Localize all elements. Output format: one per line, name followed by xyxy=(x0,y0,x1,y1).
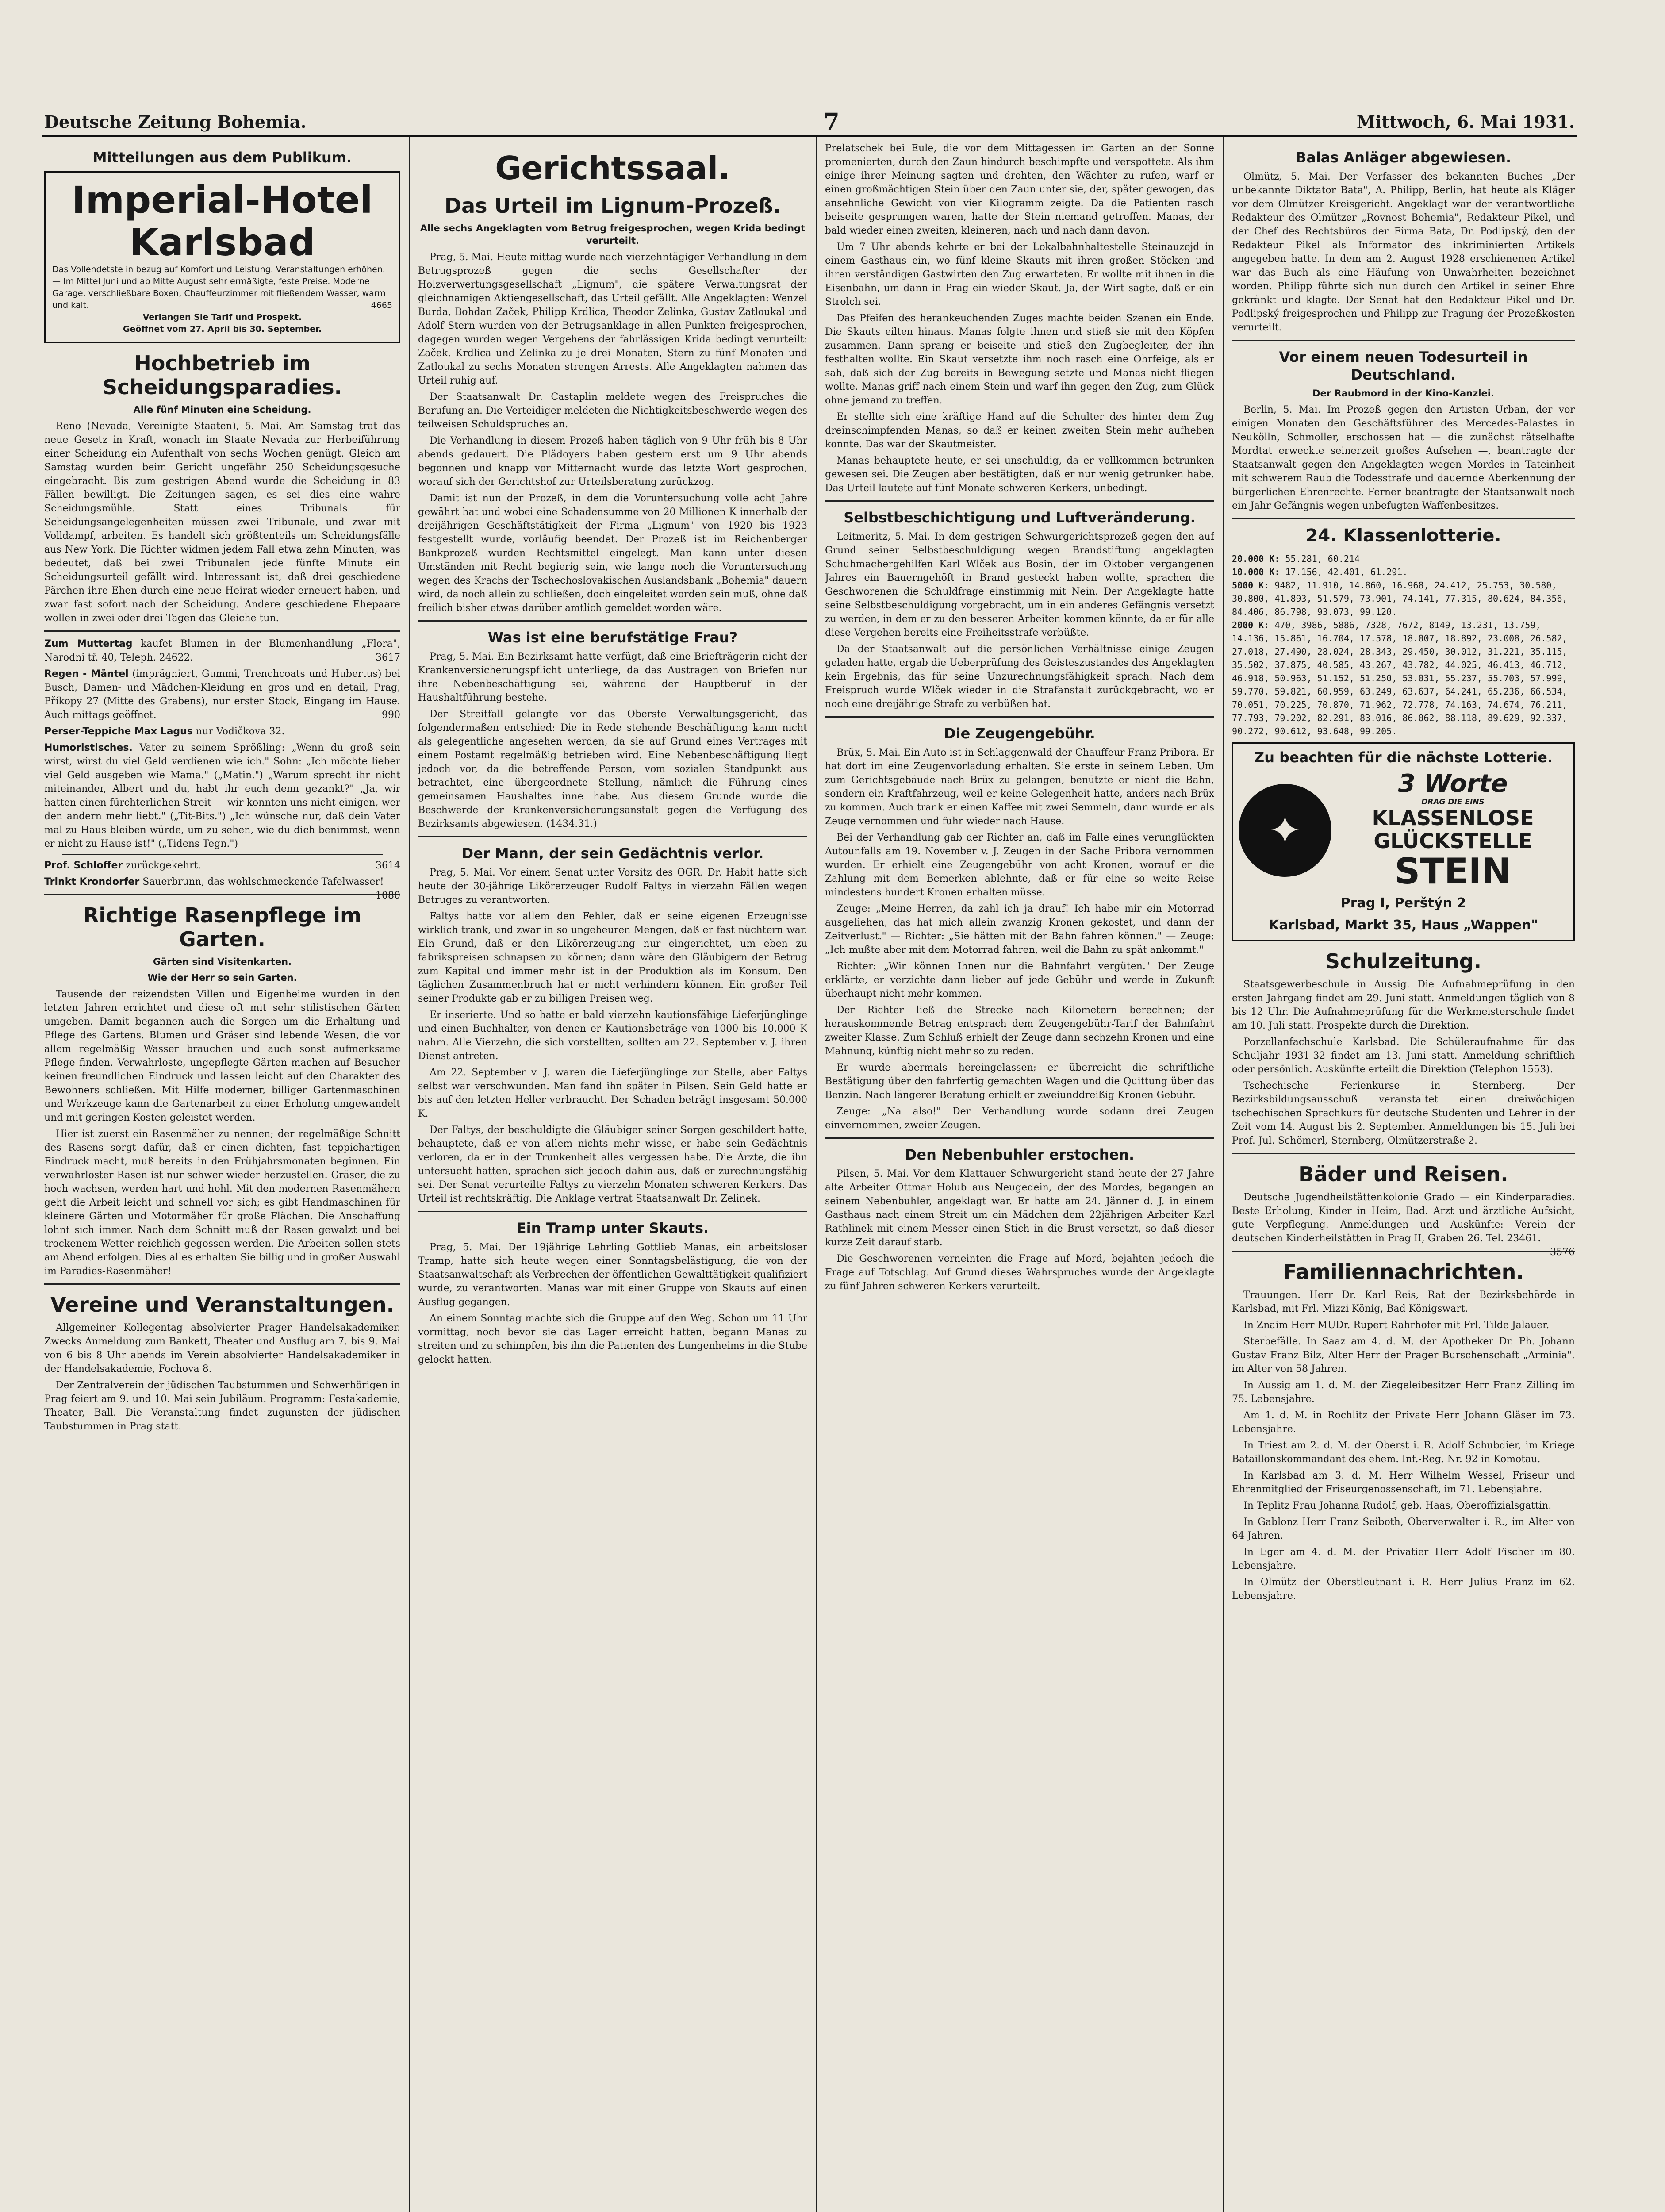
ad-brand: 3 Worte DRAG DIE EINS KLASSENLOSE GLÜCKSTELLE STEIN xyxy=(1372,769,1534,892)
hotel-advertisement xyxy=(44,171,400,343)
article-paragraph: Am 22. September v. J. waren die Lieferjünglinge zur Stelle, aber Faltys selbst war verschwunden. Man fand ihn später in Pilsen. Sein Geld hatte er bis auf den letzten Heller verbraucht. Der Schaden beträgt insgesamt 50.000 K. xyxy=(418,1067,807,1119)
column-3 xyxy=(825,142,1214,2212)
article-paragraph: Prag, 5. Mai. Der 19jährige Lehrling Gottlieb Manas, ein arbeitsloser Tramp, hatte sich heute wegen einer Sonntagsbelästigung, die von der Staatsanwaltschaft als Verbrechen der öffentlichen Gewalttätigkeit qualifiziert wurde, zu verantworten. Manas war mit einer Gruppe von Skauts auf einen Ausflug gegangen. xyxy=(418,1242,807,1308)
article-title: Schulzeitung. xyxy=(1325,949,1482,973)
header-rule xyxy=(42,135,1577,137)
divider xyxy=(44,630,400,632)
article-paragraph: Um 7 Uhr abends kehrte er bei der Lokalbahnhaltestelle Steinauzejd in einem Gasthaus ein, wo fünf kleine Skauts mit ihren großen Stöcken und ihren verständigen Gastwirten den Zug erwarteten. Er wollte mit ihnen in die Eisenbahn, um dann in Prag ein wieder Skaut. Ja, der Wirt sagte, daß er ein Strolch sei. xyxy=(825,242,1214,307)
stein-advertisement xyxy=(1232,742,1575,941)
article-paragraph: Leitmeritz, 5. Mai. In dem gestrigen Schwurgerichtsprozeß gegen den auf Grund seiner Selbstbeschuldigung wegen Brandstiftung angeklagten Schuhmachergehilfen Karl Wlček aus Bosin, der im Oktober vergangenen Jahres ein Bauerngehöft in Brand gesteckt haben wollte, sprachen die Geschworenen die Schuldfrage einstimmig mit Nein. Der Angeklagte hatte seine Selbstbeschuldigung vorgebracht, um in ein anderes Gefängnis versetzt zu werden, in dem er zu den besseren Arbeiten kommen könnte, da er für alle diese Vergehen bereits eine Freiheitsstrafe verbüßte. xyxy=(825,531,1214,638)
divider xyxy=(44,894,400,895)
article-paragraph: In Znaim Herr MUDr. Rupert Rahrhofer mit Frl. Tilde Jalauer. xyxy=(1243,1320,1550,1331)
article-paragraph: Da der Staatsanwalt auf die persönlichen Verhältnisse einige Zeugen geladen hatte, ergab die Ueberprüfung des Geisteszustandes des Angeklagten kein Ergebnis, das für seine Unzurechnungsfähigkeit sprach. Nach dem Freispruch wurde Wlček wieder in die Strafanstalt zurückgebracht, wo er noch eine dreijährige Strafe zu verbüßen hat. xyxy=(825,644,1214,710)
notice: Zum Muttertag kaufet Blumen in der Blumenhandlung „Flora", Narodni tř. 40, Teleph. 24622. 3617 xyxy=(44,638,400,663)
divider xyxy=(418,836,807,837)
article-paragraph: Pilsen, 5. Mai. Vor dem Klattauer Schwurgericht stand heute der 27 Jahre alte Arbeiter Ottmar Holub aus Neugedein, der des Mordes, begangen an seinem Nebenbuhler, angeklagt war. Er hatte am 24. Jänner d. J. in einem Gasthaus nach einem Streit um ein Mädchen dem 22jährigen Arbeiter Karl Rathlinek mit einem Messer einen Stich in die Brust versetzt, so daß dieser kurze Zeit darauf starb. xyxy=(825,1168,1214,1248)
article-paragraph: Richter: „Wir können Ihnen nur die Bahnfahrt vergüten." Der Zeuge erklärte, er verzichte dann lieber auf jede Gebühr und werde in Zukunft überhaupt nicht mehr kommen. xyxy=(825,961,1214,999)
article-paragraph: Prag, 5. Mai. Heute mittag wurde nach vierzehntägiger Verhandlung in dem Betrugsprozeß gegen die sechs Gesellschafter der Holzverwertungsgesellschaft „Lignum", die spätere Verwaltungsrat der gleichnamigen Aktiengesellschaft, das Urteil gefällt. Alle Angeklagten: Wenzel Burda, Bohdan Začek, Philipp Krdlica, Theodor Zelinka, Gustav Zatloukal und Adolf Stern wurden von der Betrugsanklage in allen Punkten freigesprochen, dagegen wurden wegen Vergehens der fahrlässigen Krida bedingt verurteilt: Začek, Krdlica und Zelinka zu je drei Monaten, Stern zu fünf Monaten und Zatloukal zu sechs Monaten strengen Arrests. Alle Angeklagten nahmen das Urteil ruhig auf. xyxy=(418,252,807,386)
article-paragraph: Damit ist nun der Prozeß, in dem die Voruntersuchung volle acht Jahre gewährt hat und wobei eine Schadensumme von 20 Millionen K innerhalb der dreijährigen Geschäftstätigkeit der Firma „Lignum" von 1920 bis 1923 festgestellt wurde, vorläufig beendet. Der Prozeß ist im Reichenberger Bankprozeß wurden Rechtsmittel eingelegt. Man kann unter diesen Umständen mit Recht begierig sein, wie lange noch die Voruntersuchung wegen des Krachs der Tschechoslovakischen Auslandsbank „Bohemia" dauern wird, da noch allein zu schließen, doch eingeleitet worden sein muß, ohne daß freilich bisher etwas darüber amtlich gemeldet worden wäre. xyxy=(418,493,807,614)
paper-name: Deutsche Zeitung Bohemia. xyxy=(44,111,307,132)
lottery-row: 20.000 K: 55.281, 60.214 xyxy=(1232,553,1360,564)
divider xyxy=(418,620,807,622)
article-paragraph: Olmütz, 5. Mai. Der Verfasser des bekannten Buches „Der unbekannte Diktator Bata", A. Philipp, Berlin, hat heute als Kläger vor dem Olmützer Kreisgericht. Angeklagt war der verantwortliche Redakteur des Olmützer „Rovnost Bohemia", Redakteur Pikel, und der Chef des Rechtsbüros der Firma Bata, Dr. Podlipský, den der Redakteur Pikel als Informator des inkriminierten Artikels angegeben hatte. In dem am 2. August 1928 erschienenen Artikel war das Buch als eine Häufung von Unwahrheiten bezeichnet worden. Philipp führte sich nun durch den Artikel in seiner Ehre gekränkt und klagte. Der Senat hat den Redakteur Pikel und Dr. Podlipský freigesprochen und Philipp zur Tragung der Prozeßkosten verurteilt. xyxy=(1232,171,1575,333)
article-paragraph: Manas behauptete heute, er sei unschuldig, da er vollkommen betrunken gewesen sei. Die Zeugen aber bestätigten, daß er nur wenig getrunken habe. Das Urteil lautete auf fünf Monate schweren Kerkers, unbedingt. xyxy=(825,455,1214,494)
article-paragraph: Die Geschworenen verneinten die Frage auf Mord, bejahten jedoch die Frage auf Totschlag. Auf Grund dieses Wahrspruches wurde der Angeklagte zu fünf Jahren schweren Kerkers verurteilt. xyxy=(825,1253,1214,1292)
ad-open-dates: Geöffnet vom 27. April bis 30. September. xyxy=(123,324,322,334)
article-title: Familiennachrichten. xyxy=(1283,1260,1524,1284)
divider xyxy=(1232,1251,1575,1252)
article-motto: Wie der Herr so sein Garten. xyxy=(147,972,297,983)
article-title: Die Zeugengebühr. xyxy=(944,725,1095,742)
article-paragraph: In Karlsbad am 3. d. M. Herr Wilhelm Wessel, Friseur und Ehrenmitglied der Friseurgenossenschaft, im 71. Lebensjahre. xyxy=(1232,1470,1575,1495)
divider xyxy=(418,1211,807,1212)
article-paragraph: In Triest am 2. d. M. der Oberst i. R. Adolf Schubdier, im Kriege Bataillonskommandant des ehem. Inf.-Reg. Nr. 92 in Komotau. xyxy=(1232,1440,1575,1465)
lottery-title: 24. Klassenlotterie. xyxy=(1305,526,1501,546)
article-paragraph: Reno (Nevada, Vereinigte Staaten), 5. Mai. Am Samstag trat das neue Gesetz in Kraft, wonach im Staate Nevada zur Herbeiführung einer Scheidung ein Aufenthalt von sechs Wochen genügt. Gleich am Samstag wurden beim Gericht ungefähr 250 Scheidungsgesuche eingebracht. Bis zum gestrigen Abend wurde die Scheidung in 83 Fällen bewilligt. Die Zeitungen sagen, es sei dies eine wahre Scheidungsmühle. Statt eines Tribunals für Scheidungsangelegenheiten müssen zwei Tribunale, und zwar mit Volldampf, arbeiten. Es handelt sich größtenteils um Scheidungsfälle aus New York. Die Richter widmen jedem Fall etwa zehn Minuten, was bedeutet, daß bei zwei Tribunalen jede fünfte Minute ein Scheidungsurteil gefällt wird. Interessant ist, daß drei geschiedene Pärchen ihre Ehen durch eine neue Heirat wieder erneuert haben, und zwar fast sofort nach der Scheidung. Andere geschiedene Ehepaare wollen in zwei oder drei Tagen das Gleiche tun. xyxy=(44,421,400,624)
article-paragraph: Zeuge: „Meine Herren, da zahl ich ja drauf! Ich habe mir ein Motorrad ausgeliehen, das hat mich allein zwanzig Kronen gekostet, und dann der Zeitverlust." — Richter: „Sie hätten mit der Bahn fahren können." — Zeuge: „Ich mußte aber mit dem Motorrad fahren, weil die Bahn zu spät ankommt." xyxy=(825,903,1214,956)
column-rule xyxy=(1223,137,1224,2212)
ad-headline: Zu beachten für die nächste Lotterie. xyxy=(1254,749,1553,766)
notice: Trinkt Krondorfer Sauerbrunn, das wohlschmeckende Tafelwasser! 1080 xyxy=(44,876,400,901)
lottery-row: 5000 K: 9482, 11.910, 14.860, 16.968, 24.412, 25.753, 30.580, 30.800, 41.893, 51.579, 73.901, 74.141, 77.315, 80.624, 84.356, 84.406, 86.798, 93.073, 99.120. xyxy=(1232,580,1573,617)
article-paragraph: In Teplitz Frau Johanna Rudolf, geb. Haas, Oberoffizialsgattin. xyxy=(1243,1500,1552,1511)
article-title: Vor einem neuen Todesurteil in Deutschland. xyxy=(1279,349,1528,383)
notice: Prof. Schloffer zurückgekehrt. 3614 xyxy=(44,860,400,871)
article-paragraph: In Gablonz Herr Franz Seiboth, Oberverwalter i. R., im Alter von 64 Jahren. xyxy=(1232,1517,1575,1541)
ad-address: Karlsbad, Markt 35, Haus „Wappen" xyxy=(1269,918,1538,933)
ad-line: Verlangen Sie Tarif und Prospekt. xyxy=(142,312,302,322)
article-paragraph: Am 1. d. M. in Rochlitz der Private Herr Johann Gläser im 73. Lebensjahre. xyxy=(1232,1410,1575,1435)
divider xyxy=(44,1283,400,1285)
article-paragraph: In Aussig am 1. d. M. der Ziegeleibesitzer Herr Franz Zilling im 75. Lebensjahre. xyxy=(1232,1380,1575,1405)
article-paragraph: In Eger am 4. d. M. der Privatier Herr Adolf Fischer im 80. Lebensjahre. xyxy=(1232,1547,1575,1571)
article-paragraph: Tschechische Ferienkurse in Sternberg. Der Bezirksbildungsausschuß veranstaltet einen dreiwöchigen tschechischen Sprachkurs für deutsche Studenten und Lehrer in der Zeit vom 14. August bis 2. September. Anmeldungen bis 15. Juli bei Prof. Jul. Schömerl, Sternberg, Olmützerstraße 2. xyxy=(1232,1080,1575,1146)
ad-body xyxy=(1239,770,1568,891)
divider xyxy=(62,854,383,855)
article-title: Selbstbeschichtigung und Luftveränderung. xyxy=(844,509,1196,526)
divider xyxy=(825,716,1214,718)
article-paragraph: Die Verhandlung in diesem Prozeß haben täglich von 9 Uhr früh bis 8 Uhr abends gedauert. Die Plädoyers haben gestern erst um 9 Uhr abends begonnen und knapp vor Mitternacht wurde das letzte Wort gesprochen, worauf sich der Gerichtshof zur Urteilsberatung zurückzog. xyxy=(418,435,807,488)
figure-emblem-icon: ✦ xyxy=(1239,784,1331,877)
notice: Perser-Teppiche Max Lagus nur Vodičkova 32. xyxy=(44,726,285,737)
section-title: Gerichtssaal. xyxy=(495,150,730,187)
lottery-row: 2000 K: 470, 3986, 5886, 7328, 7672, 8149, 13.231, 13.759, 14.136, 15.861, 16.704, 17.578, 18.007, 18.892, 23.008, 26.582, 27.018, 27.490, 28.024, 28.343, 29.450, 30.012, 31.221, 35.115, 35.502, 37.875, 40.585, 43.267, 43.782, 44.025, 46.413, 46.712, 46.918, 50.963, 51.152, 51.250, 53.031, 55.237, 55.703, 57.999, 59.770, 59.821, 60.959, 63.249, 63.637, 64.241, 65.236, 66.534, 70.051, 70.225, 70.870, 71.962, 72.778, 74.163, 74.674, 76.211, 77.793, 79.202, 82.291, 83.016, 86.062, 88.118, 89.629, 92.337, 90.272, 90.612, 93.648, 99.205. xyxy=(1232,620,1573,737)
ad-address: Prag I, Perštýn 2 xyxy=(1340,895,1466,911)
article-paragraph: Das Pfeifen des herankeuchenden Zuges machte beiden Szenen ein Ende. Die Skauts eilten hinaus. Manas folgte ihnen und stieß sie mit den Köpfen zusammen. Dann sprang er beiseite und stieß den Zugbegleiter, der ihn festhalten wollte. Ein Skaut versetzte ihm noch rasch eine Ohrfeige, als er sah, daß sich der Zug bereits in Bewegung setzte und Manas nicht fliegen wollte. Manas griff nach einem Stein und warf ihn gegen den Zug, zum Glück ohne jemand zu treffen. xyxy=(825,313,1214,406)
article-title: Hochbetrieb im Scheidungsparadies. xyxy=(102,351,342,399)
article-paragraph: Der Staatsanwalt Dr. Castaplin meldete wegen des Freispruches die Berufung an. Die Verteidiger meldeten die Nichtigkeitsbeschwerde wegen des teilweisen Schuldspruches an. xyxy=(418,392,807,430)
section-title: Mitteilungen aus dem Publikum. xyxy=(92,149,352,166)
article-paragraph: Prelatschek bei Eule, die vor dem Mittagessen im Garten an der Sonne promenierten, durch den Zaun hindurch beschimpfte und verspottete. Als ihm einige ihrer Meinung sagten und drohten, den Wächter zu rufen, warf er einen großmächtigen Stein über den Zaun unter sie, der, später gewogen, das ansehnliche Gewicht von vier Kilogramm zeigte. Da die Patienten rasch beiseite gesprungen waren, hatte der Stein niemand getroffen. Manas, der bald wieder einen zweiten, kleineren, nach und nach dann davon. xyxy=(825,143,1214,236)
article-paragraph: Deutsche Jugendheilstättenkolonie Grado — ein Kinderparadies. Beste Erholung, Kinder in Heim, Bad. Arzt und ärztliche Aufsicht, gute Verpflegung. Anmeldungen und Auskünfte: Verein der deutschen Kinderheilstätten in Prag II, Graben 26. Tel. 23461. 3576 xyxy=(1232,1192,1575,1258)
ad-hotel-place: Karlsbad xyxy=(130,221,315,264)
lottery-row: 10.000 K: 17.156, 42.401, 61.291. xyxy=(1232,567,1408,577)
article-paragraph: Der Zentralverein der jüdischen Taubstummen und Schwerhörigen in Prag feiert am 9. und 10. Mai sein Jubiläum. Programm: Festakademie, Theater, Ball. Die Veranstaltung findet zugunsten der jüdischen Taubstummen in Prag statt. xyxy=(44,1380,400,1432)
article-paragraph: Tausende der reizendsten Villen und Eigenheime wurden in den letzten Jahren errichtet und diese oft mit sehr stilistischen Gärten umgeben. Damit begannen auch die Sorgen um die Erhaltung und Pflege des Gartens. Blumen und Gräser sind lebende Wesen, die vor allem regelmäßig Wasser brauchen und auch sonst aufmerksame Pflege finden. Verwahrloste, ungepflegte Gärten machen auf Besucher keinen freundlichen Eindruck und lassen leicht auf den Charakter des Bewohners schließen. Mit Hilfe moderner, billiger Gartenmaschinen und Werkzeuge kann die Gartenarbeit zu einer Erholung umgewandelt und mit geringen Kosten geleistet werden. xyxy=(44,989,400,1123)
column-rule xyxy=(816,137,817,2212)
article-title: Vereine und Veranstaltungen. xyxy=(50,1293,395,1317)
article-paragraph: Sterbefälle. In Saaz am 4. d. M. der Apotheker Dr. Ph. Johann Gustav Franz Bilz, Alter Herr der Prager Burschenschaft „Arminia", im Alter von 58 Jahren. xyxy=(1232,1336,1575,1375)
article-title: Ein Tramp unter Skauts. xyxy=(516,1220,709,1237)
article-title: Den Nebenbuhler erstochen. xyxy=(905,1146,1135,1163)
article-paragraph: Er wurde abermals hereingelassen; er überreicht die schriftliche Bestätigung über den fahrfertig gemachten Wagen und die Quittung über das Benzin. Nach längerer Beratung erhielt er zweiunddreißig Kronen Gebühr. xyxy=(825,1062,1214,1101)
article-paragraph: Porzellanfachschule Karlsbad. Die Schüleraufnahme für das Schuljahr 1931-32 findet am 13. Juni statt. Anmeldung schriftlich oder persönlich. Auskünfte erteilt die Direktion (Telephon 1553). xyxy=(1232,1037,1575,1075)
article-paragraph: Der Streitfall gelangte vor das Oberste Verwaltungsgericht, das folgendermaßen entschied: Die in Rede stehende Beschäftigung kann nicht als gelegentliche angesehen werden, da sie auf Grund eines Vertrages mit einem Postamt regelmäßig betrieben wird. Eine Nebenbeschäftigung liegt jedoch vor, da die betreffende Person, vom sozialen Standpunkt aus betrachtet, eine übergeordnete Stellung, nämlich die Führung eines gemeinsamen Haushaltes inne habe. Aus diesem Grunde wurde die Beschwerde der Krankenversicherungsanstalt gegen die Verfügung des Bezirksamts abgewiesen. (1434.31.) xyxy=(418,709,807,830)
article-paragraph: Prag, 5. Mai. Ein Bezirksamt hatte verfügt, daß eine Briefträgerin nicht der Krankenversicherungspflicht unterliege, da das Austragen von Briefen nur ihre Nebenbeschäftigung sei, während der Hauptberuf in der Haushaltführung bestehe. xyxy=(418,651,807,703)
column-4 xyxy=(1232,142,1575,2212)
notice: Regen - Mäntel (imprägniert, Gummi, Trenchcoats und Hubertus) bei Busch, Damen- und Mädchen-Kleidung en gros und en detail, Prag, Příkopy 27 (Mitte des Grabens), nur erster Stock, Eingang im Hause. Auch mittags geöffnet. 990 xyxy=(44,668,400,721)
divider xyxy=(1232,518,1575,519)
article-title: Was ist eine berufstätige Frau? xyxy=(487,629,738,646)
article-title: Bäder und Reisen. xyxy=(1298,1162,1508,1186)
article-paragraph: An einem Sonntag machte sich die Gruppe auf den Weg. Schon um 11 Uhr vormittag, noch bevor sie das Lager erreicht hatten, begann Manas zu streiten und zu schimpfen, bis ihn die Patienten des Lungenheims in die Stube gelockt hatten. xyxy=(418,1313,807,1365)
divider xyxy=(825,1137,1214,1139)
ad-hotel-name: Imperial-Hotel xyxy=(72,178,373,222)
notice: Humoristisches. Vater zu seinem Sprößling: „Wenn du groß sein wirst, wirst du viel Geld verdienen wie ich." Sohn: „Ich möchte lieber viel Geld ausgeben wie Mama." („Matin.") „Warum sprecht ihr nicht miteinander, Albert und du, habt ihr euch denn gezankt?" „Ja, wir hatten einen fürchterlichen Streit — wir konnten uns nicht einigen, wer den andern mehr liebt." („Tit-Bits.") „Ich wünsche nur, daß dein Vater mal zu Haus bleiben würde, um zu sehen, wie du dich benimmst, wenn er nicht zu Hause ist!" („Tidens Tegn.") xyxy=(44,742,400,849)
article-subtitle: Alle fünf Minuten eine Scheidung. xyxy=(133,404,311,415)
article-paragraph: Er stellte sich eine kräftige Hand auf die Schulter des hinter dem Zug dreinschimpfenden Manas, so daß er keinen zweiten Stein mehr aufheben konnte. Das war der Skautmeister. xyxy=(825,411,1214,450)
article-paragraph: Hier ist zuerst ein Rasenmäher zu nennen; der regelmäßige Schnitt des Rasens sorgt dafür, daß er einen dichten, fast teppichartigen Eindruck macht, muß bereits in den Frühjahrsmonaten beginnen. Ein verwahrloster Rasen ist nur schwer wieder herzustellen. Gräser, die zu hoch wachsen, werden hart und hohl. Mit den modernen Rasenmähern geht die Arbeit leicht und schnell vor sich; es gibt Handmaschinen für kleinere Gärten und Motormäher für große Flächen. Die Anschaffung lohnt sich immer. Nach dem Schnitt muß der Rasen gewalzt und bei trockenem Wetter reichlich gegossen werden. Die Arbeiten sollen stets am Abend erfolgen. Dies alles erhalten Sie billig und in großer Auswahl im Paradies-Rasenmäher! xyxy=(44,1129,400,1277)
article-paragraph: In Olmütz der Oberstleutnant i. R. Herr Julius Franz im 62. Lebensjahre. xyxy=(1232,1577,1575,1601)
ad-text: Das Vollendetste in bezug auf Komfort und Leistung. Veranstaltungen erhöhen. — Im Mittel Juni und ab Mitte August sehr ermäßigte, feste Preise. Moderne Garage, verschließbare Boxen, Chauffeurzimmer mit fließendem Wasser, warm und kalt. 4665 xyxy=(52,265,392,310)
column-2 xyxy=(418,142,807,2212)
page-number: 7 xyxy=(823,108,840,135)
article-paragraph: Staatsgewerbeschule in Aussig. Die Aufnahmeprüfung in den ersten Jahrgang findet am 29. Juni statt. Anmeldungen täglich von 8 bis 12 Uhr. Die Aufnahmeprüfung für die Werkmeisterschule findet am 10. Juli statt. Prospekte durch die Direktion. xyxy=(1232,979,1575,1031)
article-paragraph: Trauungen. Herr Dr. Karl Reis, Rat der Bezirksbehörde in Karlsbad, mit Frl. Mizzi König, Bad Königswart. xyxy=(1232,1290,1575,1314)
article-title: Balas Anläger abgewiesen. xyxy=(1295,149,1512,166)
article-paragraph: Brüx, 5. Mai. Ein Auto ist in Schlaggenwald der Chauffeur Franz Pribora. Er hat dort im eine Zeugenvorladung erhalten. Sie erste in seinem Leben. Um zum Gerichtsgebäude nach Brüx zu gelangen, benützte er nicht die Bahn, sondern ein Kraftfahrzeug, weil er keine Gelegenheit hatte, anders nach Brüx zu kommen. Auch trank er einen Kaffee mit zwei Semmeln, dann wurde er als Zeuge vernommen und fuhr wieder nach Hause. xyxy=(825,747,1214,827)
article-paragraph: Der Richter ließ die Strecke nach Kilometern berechnen; der herauskommende Betrag entsprach dem Zeugengebühr-Tarif der Bahnfahrt zweiter Klasse. Zum Schluß erhielt der Zeuge dann sechzehn Kronen und eine Mahnung, künftig nicht mehr so zu reden. xyxy=(825,1005,1214,1057)
article-paragraph: Der Faltys, der beschuldigte die Gläubiger seiner Sorgen geschildert hatte, behauptete, daß er von allem nichts mehr wisse, er habe sein Gedächtnis verloren, da er in der Trunkenheit alles vergessen habe. Die Ärzte, die ihn untersucht hatten, sprachen sich jedoch dahin aus, daß er zurechnungsfähig sei. Der Senat verurteilte Faltys zu vierzehn Monaten schweren Kerkers. Das Urteil ist rechtskräftig. Die Anklage vertrat Staatsanwalt Dr. Zelinek. xyxy=(418,1125,807,1204)
article-subtitle: Alle sechs Angeklagten vom Betrug freigesprochen, wegen Krida bedingt verurteilt. xyxy=(420,223,806,246)
article-paragraph: Berlin, 5. Mai. Im Prozeß gegen den Artisten Urban, der vor einigen Monaten den Geschäftsführer des Mercedes-Palastes in Neukölln, Schmoller, erschossen hat — die zunächst rätselhafte Mordtat erweckte seinerzeit großes Aufsehen —, beantragte der Staatsanwalt gegen den Angeklagten wegen Mordes in Tateinheit mit schwerem Raub die Todesstrafe und dauernde Aberkennung der bürgerlichen Ehrenrechte. Ferner beantragte der Staatsanwalt noch ein Jahr Gefängnis wegen unbefugten Waffenbesitzes. xyxy=(1232,404,1575,511)
article-title: Richtige Rasenpflege im Garten. xyxy=(83,903,361,951)
article-paragraph: Er inserierte. Und so hatte er bald vierzehn kautionsfähige Lieferjünglinge und einen Buchhalter, von denen er Kautionsbeträge von 1000 bis 10.000 K nahm. Alle Vierzehn, die sich vorstellten, sollten am 22. September v. J. ihren Dienst antreten. xyxy=(418,1010,807,1062)
divider xyxy=(1232,340,1575,341)
article-title: Der Mann, der sein Gedächtnis verlor. xyxy=(461,845,764,862)
issue-date: Mittwoch, 6. Mai 1931. xyxy=(1356,111,1575,132)
article-title: Das Urteil im Lignum-Prozeß. xyxy=(444,194,781,218)
article-paragraph: Zeuge: „Na also!" Der Verhandlung wurde sodann drei Zeugen einvernommen, zweier Zeugen. xyxy=(825,1106,1214,1131)
divider xyxy=(1232,1153,1575,1154)
article-paragraph: Faltys hatte vor allem den Fehler, daß er seine eigenen Erzeugnisse wirklich trank, und zwar in so ungeheuren Mengen, daß er fast nüchtern war. Ein Grund, daß er den Likörerzeugung nur eingerichtet, um eben zu fabrikspreisen schnapsen zu können; dann wäre den Gläubigern der Betrug zum Kapital und immer mehr ist in der Produktion als im Konsum. Den täglichen Zusammenbruch hat er nicht verhindern können. Ein großer Teil seiner Produkte gab er zu billigen Preisen weg. xyxy=(418,911,807,1004)
article-subtitle: Der Raubmord in der Kino-Kanzlei. xyxy=(1312,388,1494,399)
article-paragraph: Prag, 5. Mai. Vor einem Senat unter Vorsitz des OGR. Dr. Habit hatte sich heute der 30-jährige Likörerzeuger Rudolf Faltys in vierzehn Fällen wegen Betruges zu verantworten. xyxy=(418,867,807,906)
divider xyxy=(825,500,1214,502)
article-motto: Gärten sind Visitenkarten. xyxy=(153,956,292,967)
column-1 xyxy=(44,142,400,2212)
column-rule xyxy=(409,137,410,2212)
article-paragraph: Allgemeiner Kollegentag absolvierter Prager Handelsakademiker. Zwecks Anmeldung zum Bankett, Theater und Ausflug am 7. bis 9. Mai von 6 bis 8 Uhr abends im Verein absolvierter Handelsakademiker in der Handelsakademie, Fochova 8. xyxy=(44,1322,400,1375)
article-paragraph: Bei der Verhandlung gab der Richter an, daß im Falle eines verunglückten Autounfalls am 19. November v. J. Zeugen in der Sache Pribora vernommen wurden. Er erhielt eine Zeugengebühr von acht Kronen, worauf er die Zahlung mit dem Bemerken ablehnte, daß er für eine so weite Reise mindestens hundert Kronen erhalten müsse. xyxy=(825,832,1214,898)
running-header xyxy=(44,108,1575,135)
